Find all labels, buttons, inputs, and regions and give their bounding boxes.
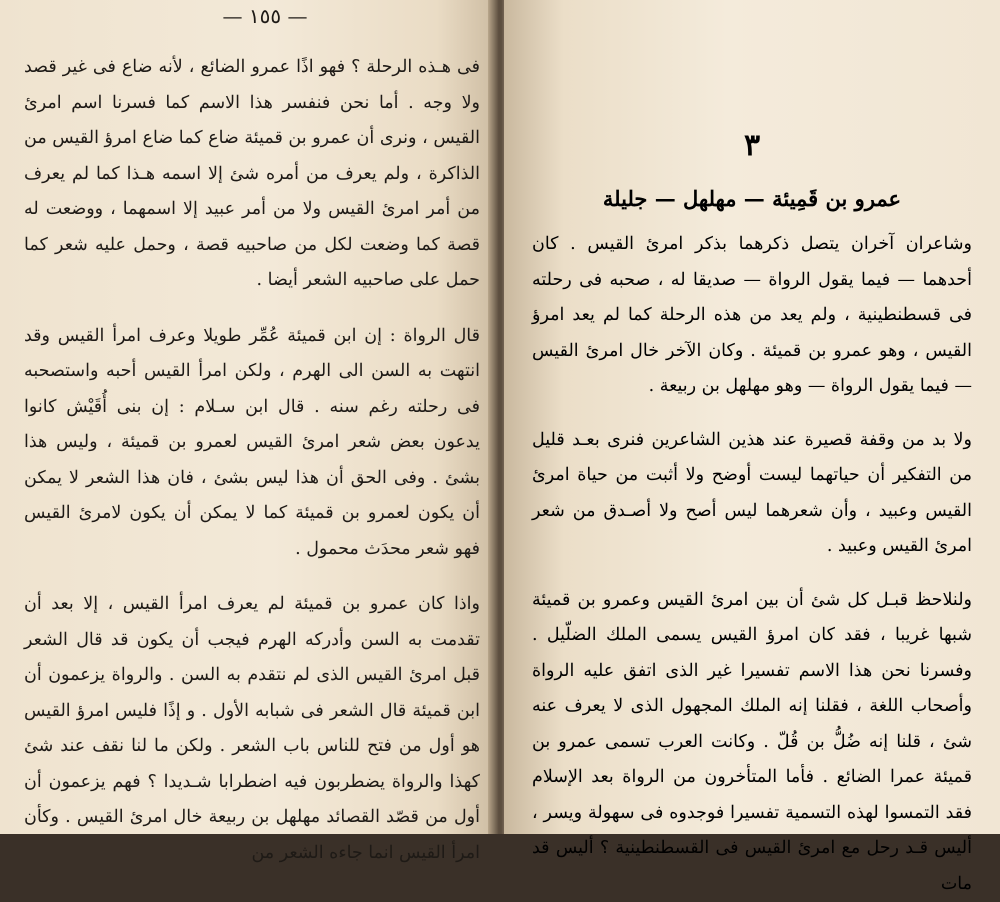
paragraph: ولنلاحظ قبـل كل شئ أن بين امرئ القيس وعمرو بن قميئة شبها غريبا ، فقد كان امرؤ القيس يسمى الملك الضلّيل . وفسرنا نحن هذا الاسم تفسيرا غير الذى اتفق عليه الرواة وأصحاب اللغة ، فقلنا إنه الملك المجهول الذى لا يعرف عنه شئ ، قلنا إنه ضُلُّ بن قُلّ . وكانت العرب تسمى عمرو بن قميئة عمرا الضائع . فأما المتأخرون من الرواة بعد الإسلام فقد التمسوا لهذه التسمية تفسيرا فوجدوه فى سهولة ويسر ، أليس قـد رحل مع امرئ القيس فى القسطنطينية ؟ أليس قد مات (532, 583, 972, 902)
paragraph: فى هـذه الرحلة ؟ فهو اذًا عمرو الضائع ، لأنه ضاع فى غير قصد ولا وجه . أما نحن فنفسر هذا الاسم كما فسرنا اسم امرئ القيس ، ونرى أن عمرو بن قميئة ضاع كما ضاع امرؤ القيس من الذاكرة ، ولم يعرف من أمره شئ إلا اسمه هـذا كما لم يعرف من أمر امرئ القيس ولا من أمر عبيد إلا اسمهما ، ووضعت له قصة كما وضعت لكل من صاحبيه قصة ، وحمل عليه شعر كما حمل على صاحبيه الشعر أيضا . (24, 50, 480, 299)
paragraph: وشاعران آخران يتصل ذكرهما بذكر امرئ القيس . كان أحدهما — فيما يقول الرواة — صديقا له ، صحبه فى رحلته فى قسطنطينية ، ولم يعد من هذه الرحلة كما لم يعد امرؤ القيس ، وهو عمرو بن قميئة . وكان الآخر خال امرئ القيس — فيما يقول الرواة — وهو مهلهل بن ربيعة . (532, 227, 972, 405)
left-page-body (24, 50, 480, 871)
right-page-body (532, 227, 972, 902)
left-page (0, 0, 496, 834)
paragraph: قال الرواة : إن ابن قميئة عُمِّر طويلا وعرف امرأ القيس وقد انتهت به السن الى الهرم ، ولكن امرأ القيس أحبه واستصحبه فى رحلته رغم سنه . قال ابن سـلام : إن بنى أُقَيْش كانوا يدعون بعض شعر امرئ القيس لعمرو بن قميئة ، وليس هذا بشئ . وفى الحق أن هذا ليس بشئ ، فان هذا الشعر لا يمكن أن يكون لعمرو بن قميئة كما لا يمكن أن يكون لامرئ القيس فهو شعر محدَث محمول . (24, 319, 480, 568)
chapter-title: عمرو بن قَمِيئة — مهلهل — جليلة (504, 186, 1000, 211)
paragraph: واذا كان عمرو بن قميئة لم يعرف امرأ القيس ، إلا بعد أن تقدمت به السن وأدركه الهرم فيجب أن يكون قد قال الشعر قبل امرئ القيس الذى لم نتقدم به السن . والرواة يزعمون أن ابن قميئة قال الشعر فى شبابه الأول . و إذًا فليس امرؤ القيس هو أول من فتح للناس باب الشعر . ولكن ما لنا نقف عند شئ كهذا والرواة يضطربون فيه اضطرابا شـديدا ؟ فهم يزعمون أن أول من قصّد القصائد مهلهل بن ربيعة خال امرئ القيس . وكأن امرأ القيس انما جاءه الشعر من (24, 587, 480, 871)
page-number: — ١٥٥ — (180, 4, 350, 28)
paragraph: ولا بد من وقفة قصيرة عند هذين الشاعرين فنرى بعـد قليل من التفكير أن حياتهما ليست أوضح ولا أثبت من حياة امرئ القيس وعبيد ، وأن شعرهما ليس أصح ولا أصـدق من شعر امرئ القيس وعبيد . (532, 423, 972, 565)
chapter-number: ٣ (504, 128, 1000, 163)
